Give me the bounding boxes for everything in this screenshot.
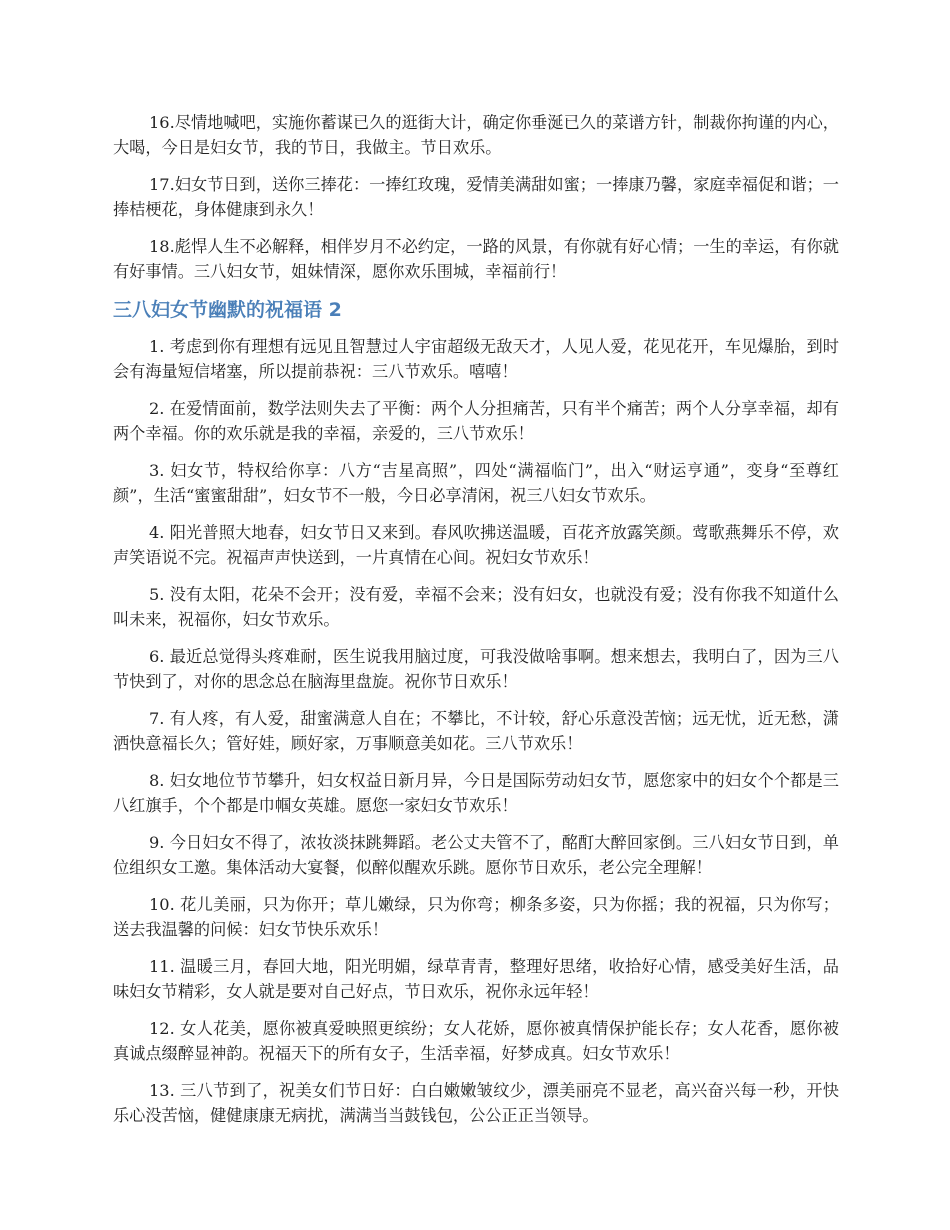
paragraph-4: 4. 阳光普照大地春，妇女节日又来到。春风吹拂送温暖，百花齐放露笑颜。莺歌燕舞乐不停，欢声笑语说不完。祝福声声快送到，一片真情在心间。祝妇女节欢乐！ <box>113 523 839 567</box>
paragraph-7: 7. 有人疼，有人爱，甜蜜满意人自在；不攀比，不计较，舒心乐意没苦恼；远无忧，近无愁，潇洒快意福长久；管好娃，顾好家，万事顺意美如花。三八节欢乐！ <box>113 709 839 753</box>
paragraph-5: 5. 没有太阳，花朵不会开；没有爱，幸福不会来；没有妇女，也就没有爱；没有你我不知道什么叫未来，祝福你，妇女节欢乐。 <box>113 585 839 629</box>
paragraph-12: 12. 女人花美，愿你被真爱映照更缤纷；女人花娇，愿你被真情保护能长存；女人花香，愿你被真诚点缀醉显神韵。祝福天下的所有女子，生活幸福，好梦成真。妇女节欢乐！ <box>113 1019 839 1063</box>
document-page <box>113 110 839 1140</box>
paragraph-3: 3. 妇女节，特权给你享：八方“吉星高照”，四处“满福临门”，出入“财运亨通”，变身“至尊红颜”，生活“蜜蜜甜甜”，妇女节不一般，今日必享清闲，祝三八妇女节欢乐。 <box>113 461 839 505</box>
paragraph-11: 11. 温暖三月，春回大地，阳光明媚，绿草青青，整理好思绪，收拾好心情，感受美好生活，品味妇女节精彩，女人就是要对自己好点，节日欢乐，祝你永远年轻！ <box>113 957 839 1001</box>
paragraph-16: 16.尽情地喊吧，实施你蓄谋已久的逛街大计，确定你垂涎已久的菜谱方针，制裁你拘谨的内心，大喝，今日是妇女节，我的节日，我做主。节日欢乐。 <box>113 113 839 157</box>
paragraph-8: 8. 妇女地位节节攀升，妇女权益日新月异，今日是国际劳动妇女节，愿您家中的妇女个个都是三八红旗手，个个都是巾帼女英雄。愿您一家妇女节欢乐！ <box>113 771 839 815</box>
paragraph-1: 1. 考虑到你有理想有远见且智慧过人宇宙超级无敌天才，人见人爱，花见花开，车见爆胎，到时会有海量短信堵塞，所以提前恭祝：三八节欢乐。嘻嘻！ <box>113 337 839 381</box>
paragraph-10: 10. 花儿美丽，只为你开；草儿嫩绿，只为你弯；柳条多姿，只为你摇；我的祝福，只为你写；送去我温馨的问候：妇女节快乐欢乐！ <box>113 895 839 939</box>
paragraph-2: 2. 在爱情面前，数学法则失去了平衡：两个人分担痛苦，只有半个痛苦；两个人分享幸福，却有两个幸福。你的欢乐就是我的幸福，亲爱的，三八节欢乐！ <box>113 399 839 443</box>
paragraph-18: 18.彪悍人生不必解释，相伴岁月不必约定，一路的风景，有你就有好心情；一生的幸运，有你就有好事情。三八妇女节，姐妹情深，愿你欢乐围城，幸福前行！ <box>113 237 839 281</box>
paragraph-17: 17.妇女节日到，送你三捧花：一捧红玫瑰，爱情美满甜如蜜；一捧康乃馨，家庭幸福促和谐；一捧桔梗花，身体健康到永久！ <box>113 175 839 219</box>
section-heading: 三八妇女节幽默的祝福语 2 <box>113 299 342 321</box>
paragraph-6: 6. 最近总觉得头疼难耐，医生说我用脑过度，可我没做啥事啊。想来想去，我明白了，因为三八节快到了，对你的思念总在脑海里盘旋。祝你节日欢乐！ <box>113 647 839 691</box>
paragraph-9: 9. 今日妇女不得了，浓妆淡抹跳舞蹈。老公丈夫管不了，酩酊大醉回家倒。三八妇女节日到，单位组织女工邀。集体活动大宴餐，似醉似醒欢乐跳。愿你节日欢乐，老公完全理解！ <box>113 833 839 877</box>
paragraph-13: 13. 三八节到了，祝美女们节日好：白白嫩嫩皱纹少，漂美丽亮不显老，高兴奋兴每一秒，开快乐心没苦恼，健健康康无病扰，满满当当鼓钱包，公公正正当领导。 <box>113 1081 839 1125</box>
